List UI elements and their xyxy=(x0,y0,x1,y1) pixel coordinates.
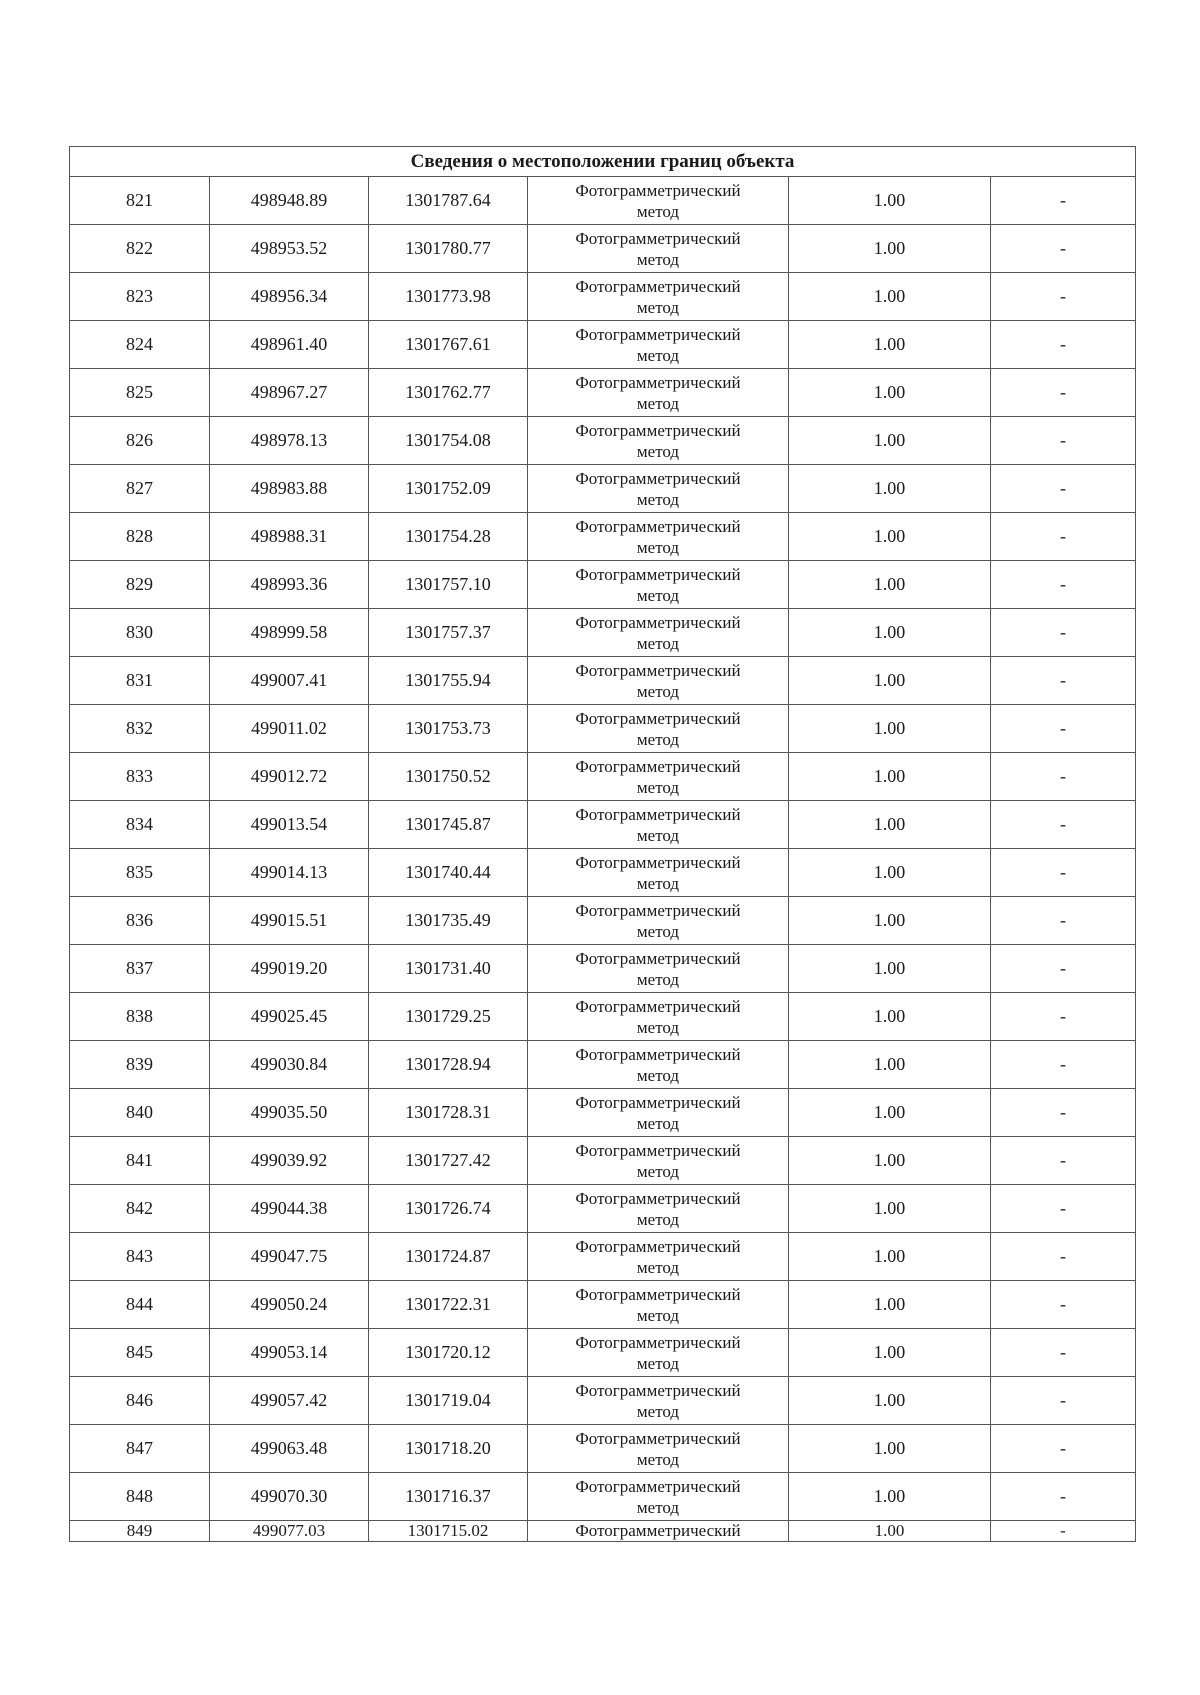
x-coordinate-cell: 498978.13 xyxy=(210,417,369,465)
table-row xyxy=(70,897,1136,945)
method-cell xyxy=(528,561,789,609)
table-title: Сведения о местоположении границ объекта xyxy=(70,147,1136,177)
y-coordinate-cell: 1301715.02 xyxy=(369,1521,528,1542)
note-cell: - xyxy=(991,417,1136,465)
method-cell xyxy=(528,1425,789,1473)
accuracy-cell: 1.00 xyxy=(789,465,991,513)
note-cell: - xyxy=(991,993,1136,1041)
accuracy-cell: 1.00 xyxy=(789,177,991,225)
note-cell: - xyxy=(991,1281,1136,1329)
method-text-line2: метод xyxy=(636,921,680,941)
point-number-cell: 843 xyxy=(70,1233,210,1281)
method-text-line2: метод xyxy=(636,1305,680,1325)
method-text-line1: Фотограмметрический xyxy=(575,996,741,1016)
point-number-cell: 840 xyxy=(70,1089,210,1137)
x-coordinate-cell: 499019.20 xyxy=(210,945,369,993)
table-row xyxy=(70,945,1136,993)
table-body xyxy=(70,177,1136,1542)
note-cell: - xyxy=(991,465,1136,513)
point-number-cell: 829 xyxy=(70,561,210,609)
method-text-line2: метод xyxy=(636,1209,680,1229)
note-cell: - xyxy=(991,801,1136,849)
method-cell xyxy=(528,225,789,273)
method-text-line1: Фотограмметрический xyxy=(575,1476,741,1496)
y-coordinate-cell: 1301750.52 xyxy=(369,753,528,801)
note-cell: - xyxy=(991,657,1136,705)
note-cell: - xyxy=(991,705,1136,753)
note-cell: - xyxy=(991,849,1136,897)
accuracy-cell: 1.00 xyxy=(789,657,991,705)
accuracy-cell: 1.00 xyxy=(789,417,991,465)
method-text-line1: Фотограмметрический xyxy=(575,1284,741,1304)
y-coordinate-cell: 1301740.44 xyxy=(369,849,528,897)
method-cell xyxy=(528,801,789,849)
method-cell xyxy=(528,993,789,1041)
accuracy-cell: 1.00 xyxy=(789,1425,991,1473)
point-number-cell: 826 xyxy=(70,417,210,465)
note-cell: - xyxy=(991,225,1136,273)
x-coordinate-cell: 498983.88 xyxy=(210,465,369,513)
accuracy-cell: 1.00 xyxy=(789,1521,991,1542)
table-row xyxy=(70,1185,1136,1233)
y-coordinate-cell: 1301752.09 xyxy=(369,465,528,513)
accuracy-cell: 1.00 xyxy=(789,273,991,321)
method-text-line1: Фотограмметрический xyxy=(575,1140,741,1160)
accuracy-cell: 1.00 xyxy=(789,1377,991,1425)
table-row xyxy=(70,1329,1136,1377)
accuracy-cell: 1.00 xyxy=(789,993,991,1041)
accuracy-cell: 1.00 xyxy=(789,753,991,801)
table-row xyxy=(70,1089,1136,1137)
table-row xyxy=(70,177,1136,225)
method-text-line1: Фотограмметрический xyxy=(575,1188,741,1208)
method-text-line1: Фотограмметрический xyxy=(575,1380,741,1400)
point-number-cell: 836 xyxy=(70,897,210,945)
accuracy-cell: 1.00 xyxy=(789,1137,991,1185)
table-row xyxy=(70,993,1136,1041)
note-cell: - xyxy=(991,1185,1136,1233)
y-coordinate-cell: 1301716.37 xyxy=(369,1473,528,1521)
point-number-cell: 844 xyxy=(70,1281,210,1329)
method-cell xyxy=(528,1089,789,1137)
note-cell: - xyxy=(991,1377,1136,1425)
note-cell: - xyxy=(991,1233,1136,1281)
point-number-cell: 837 xyxy=(70,945,210,993)
method-text-line2: метод xyxy=(636,537,680,557)
accuracy-cell: 1.00 xyxy=(789,945,991,993)
point-number-cell: 833 xyxy=(70,753,210,801)
method-text-line1: Фотограмметрический xyxy=(575,324,741,344)
method-cell xyxy=(528,945,789,993)
method-cell xyxy=(528,417,789,465)
x-coordinate-cell: 499013.54 xyxy=(210,801,369,849)
method-cell xyxy=(528,273,789,321)
method-text-line1: Фотограмметрический xyxy=(575,420,741,440)
note-cell: - xyxy=(991,897,1136,945)
accuracy-cell: 1.00 xyxy=(789,1089,991,1137)
note-cell: - xyxy=(991,561,1136,609)
method-text-line2: метод xyxy=(636,873,680,893)
method-text-line2: метод xyxy=(636,825,680,845)
y-coordinate-cell: 1301745.87 xyxy=(369,801,528,849)
accuracy-cell: 1.00 xyxy=(789,1185,991,1233)
point-number-cell: 835 xyxy=(70,849,210,897)
table-row xyxy=(70,1281,1136,1329)
y-coordinate-cell: 1301719.04 xyxy=(369,1377,528,1425)
note-cell: - xyxy=(991,369,1136,417)
table-row xyxy=(70,1233,1136,1281)
x-coordinate-cell: 499025.45 xyxy=(210,993,369,1041)
note-cell: - xyxy=(991,1089,1136,1137)
method-cell xyxy=(528,465,789,513)
method-text-line2: метод xyxy=(636,1257,680,1277)
y-coordinate-cell: 1301724.87 xyxy=(369,1233,528,1281)
method-text-line1: Фотограмметрический xyxy=(575,468,741,488)
accuracy-cell: 1.00 xyxy=(789,801,991,849)
method-cell xyxy=(528,849,789,897)
method-cell xyxy=(528,1041,789,1089)
x-coordinate-cell: 499044.38 xyxy=(210,1185,369,1233)
x-coordinate-cell: 498948.89 xyxy=(210,177,369,225)
method-text-line2: метод xyxy=(636,1497,680,1517)
method-text-line1: Фотограмметрический xyxy=(575,1332,741,1352)
x-coordinate-cell: 499053.14 xyxy=(210,1329,369,1377)
point-number-cell: 839 xyxy=(70,1041,210,1089)
accuracy-cell: 1.00 xyxy=(789,561,991,609)
point-number-cell: 847 xyxy=(70,1425,210,1473)
x-coordinate-cell: 499047.75 xyxy=(210,1233,369,1281)
point-number-cell: 831 xyxy=(70,657,210,705)
point-number-cell: 838 xyxy=(70,993,210,1041)
y-coordinate-cell: 1301720.12 xyxy=(369,1329,528,1377)
point-number-cell: 842 xyxy=(70,1185,210,1233)
point-number-cell: 848 xyxy=(70,1473,210,1521)
table-row xyxy=(70,465,1136,513)
method-text-line1: Фотограмметрический xyxy=(575,228,741,248)
method-text-line1: Фотограмметрический xyxy=(575,564,741,584)
y-coordinate-cell: 1301722.31 xyxy=(369,1281,528,1329)
accuracy-cell: 1.00 xyxy=(789,1233,991,1281)
method-text-line2: метод xyxy=(636,297,680,317)
method-text-line2: метод xyxy=(636,441,680,461)
table-row xyxy=(70,849,1136,897)
accuracy-cell: 1.00 xyxy=(789,609,991,657)
method-text-line2: метод xyxy=(636,969,680,989)
point-number-cell: 825 xyxy=(70,369,210,417)
method-cell xyxy=(528,705,789,753)
x-coordinate-cell: 499057.42 xyxy=(210,1377,369,1425)
note-cell: - xyxy=(991,177,1136,225)
accuracy-cell: 1.00 xyxy=(789,225,991,273)
note-cell: - xyxy=(991,1329,1136,1377)
method-text-line1: Фотограмметрический xyxy=(575,516,741,536)
method-cell xyxy=(528,897,789,945)
x-coordinate-cell: 498956.34 xyxy=(210,273,369,321)
accuracy-cell: 1.00 xyxy=(789,321,991,369)
method-text-line2: метод xyxy=(636,1017,680,1037)
y-coordinate-cell: 1301755.94 xyxy=(369,657,528,705)
table-row xyxy=(70,1377,1136,1425)
table-row xyxy=(70,1473,1136,1521)
y-coordinate-cell: 1301728.94 xyxy=(369,1041,528,1089)
method-text-line2: метод xyxy=(636,1449,680,1469)
method-cell xyxy=(528,609,789,657)
table-title-row xyxy=(70,147,1136,177)
x-coordinate-cell: 499035.50 xyxy=(210,1089,369,1137)
note-cell: - xyxy=(991,1425,1136,1473)
point-number-cell: 845 xyxy=(70,1329,210,1377)
y-coordinate-cell: 1301787.64 xyxy=(369,177,528,225)
method-text-line1: Фотограмметрический xyxy=(575,372,741,392)
table-row xyxy=(70,657,1136,705)
x-coordinate-cell: 499015.51 xyxy=(210,897,369,945)
table-row xyxy=(70,273,1136,321)
method-text-line2: метод xyxy=(636,681,680,701)
method-text-line2: метод xyxy=(636,393,680,413)
table-row xyxy=(70,369,1136,417)
x-coordinate-cell: 499007.41 xyxy=(210,657,369,705)
method-text-line2: метод xyxy=(636,345,680,365)
y-coordinate-cell: 1301762.77 xyxy=(369,369,528,417)
accuracy-cell: 1.00 xyxy=(789,1281,991,1329)
x-coordinate-cell: 499077.03 xyxy=(210,1521,369,1542)
note-cell: - xyxy=(991,753,1136,801)
accuracy-cell: 1.00 xyxy=(789,369,991,417)
y-coordinate-cell: 1301754.08 xyxy=(369,417,528,465)
table-row xyxy=(70,1137,1136,1185)
method-text-line1: Фотограмметрический xyxy=(575,852,741,872)
y-coordinate-cell: 1301731.40 xyxy=(369,945,528,993)
method-text-line1: Фотограмметрический xyxy=(575,276,741,296)
method-text-line1: Фотограмметрический xyxy=(575,1092,741,1112)
accuracy-cell: 1.00 xyxy=(789,1473,991,1521)
method-text-line2: метод xyxy=(636,1401,680,1421)
table-row xyxy=(70,321,1136,369)
method-cell xyxy=(528,753,789,801)
x-coordinate-cell: 499050.24 xyxy=(210,1281,369,1329)
point-number-cell: 832 xyxy=(70,705,210,753)
method-text-line1: Фотограмметрический xyxy=(575,660,741,680)
method-text-line2: метод xyxy=(636,1161,680,1181)
method-text-line2: метод xyxy=(636,489,680,509)
note-cell: - xyxy=(991,945,1136,993)
table-row xyxy=(70,561,1136,609)
x-coordinate-cell: 498961.40 xyxy=(210,321,369,369)
y-coordinate-cell: 1301753.73 xyxy=(369,705,528,753)
boundary-coordinates-table xyxy=(69,146,1136,1542)
table-row xyxy=(70,1425,1136,1473)
table-row xyxy=(70,705,1136,753)
y-coordinate-cell: 1301718.20 xyxy=(369,1425,528,1473)
x-coordinate-cell: 498988.31 xyxy=(210,513,369,561)
method-cell xyxy=(528,369,789,417)
method-text-line1: Фотограмметрический xyxy=(575,900,741,920)
point-number-cell: 830 xyxy=(70,609,210,657)
accuracy-cell: 1.00 xyxy=(789,1329,991,1377)
x-coordinate-cell: 499063.48 xyxy=(210,1425,369,1473)
method-cell xyxy=(528,1377,789,1425)
x-coordinate-cell: 499014.13 xyxy=(210,849,369,897)
y-coordinate-cell: 1301757.37 xyxy=(369,609,528,657)
method-cell xyxy=(528,1473,789,1521)
table-row xyxy=(70,753,1136,801)
method-text-line1: Фотограмметрический xyxy=(575,612,741,632)
y-coordinate-cell: 1301780.77 xyxy=(369,225,528,273)
method-text-line2: метод xyxy=(636,729,680,749)
method-text-line2: метод xyxy=(636,1353,680,1373)
method-text-line1: Фотограмметрический xyxy=(575,756,741,776)
note-cell: - xyxy=(991,1041,1136,1089)
table-row xyxy=(70,513,1136,561)
method-cell xyxy=(528,177,789,225)
point-number-cell: 823 xyxy=(70,273,210,321)
method-text-line1: Фотограмметрический xyxy=(575,804,741,824)
method-text-line2: метод xyxy=(636,633,680,653)
x-coordinate-cell: 498993.36 xyxy=(210,561,369,609)
x-coordinate-cell: 498999.58 xyxy=(210,609,369,657)
method-text-line1: Фотограмметрический xyxy=(575,180,741,200)
accuracy-cell: 1.00 xyxy=(789,1041,991,1089)
method-cell xyxy=(528,1281,789,1329)
accuracy-cell: 1.00 xyxy=(789,897,991,945)
y-coordinate-cell: 1301757.10 xyxy=(369,561,528,609)
note-cell: - xyxy=(991,321,1136,369)
method-cell xyxy=(528,1137,789,1185)
x-coordinate-cell: 499011.02 xyxy=(210,705,369,753)
method-cell xyxy=(528,657,789,705)
x-coordinate-cell: 499039.92 xyxy=(210,1137,369,1185)
y-coordinate-cell: 1301735.49 xyxy=(369,897,528,945)
method-cell xyxy=(528,1329,789,1377)
method-text-line2: метод xyxy=(636,249,680,269)
y-coordinate-cell: 1301729.25 xyxy=(369,993,528,1041)
x-coordinate-cell: 498967.27 xyxy=(210,369,369,417)
method-text-line2: метод xyxy=(636,201,680,221)
note-cell: - xyxy=(991,609,1136,657)
point-number-cell: 828 xyxy=(70,513,210,561)
y-coordinate-cell: 1301773.98 xyxy=(369,273,528,321)
point-number-cell: 846 xyxy=(70,1377,210,1425)
document-page xyxy=(69,146,1135,1542)
accuracy-cell: 1.00 xyxy=(789,705,991,753)
point-number-cell: 822 xyxy=(70,225,210,273)
method-text-line2: метод xyxy=(636,585,680,605)
point-number-cell: 827 xyxy=(70,465,210,513)
method-cell xyxy=(528,513,789,561)
point-number-cell: 841 xyxy=(70,1137,210,1185)
method-cell xyxy=(528,1185,789,1233)
y-coordinate-cell: 1301726.74 xyxy=(369,1185,528,1233)
x-coordinate-cell: 499070.30 xyxy=(210,1473,369,1521)
note-cell: - xyxy=(991,1137,1136,1185)
y-coordinate-cell: 1301728.31 xyxy=(369,1089,528,1137)
method-cell: Фотограмметрический xyxy=(528,1521,789,1542)
method-text-line1: Фотограмметрический xyxy=(575,1236,741,1256)
table-row xyxy=(70,609,1136,657)
table-row xyxy=(70,1041,1136,1089)
x-coordinate-cell: 499012.72 xyxy=(210,753,369,801)
method-text-line2: метод xyxy=(636,777,680,797)
note-cell: - xyxy=(991,1521,1136,1542)
method-text-line1: Фотограмметрический xyxy=(575,948,741,968)
table-row xyxy=(70,1521,1136,1542)
y-coordinate-cell: 1301727.42 xyxy=(369,1137,528,1185)
table-row xyxy=(70,417,1136,465)
method-text-line2: метод xyxy=(636,1065,680,1085)
table-row xyxy=(70,225,1136,273)
method-text-line1: Фотограмметрический xyxy=(575,708,741,728)
point-number-cell: 834 xyxy=(70,801,210,849)
method-cell xyxy=(528,321,789,369)
x-coordinate-cell: 498953.52 xyxy=(210,225,369,273)
note-cell: - xyxy=(991,513,1136,561)
method-text-line1: Фотограмметрический xyxy=(575,1044,741,1064)
table-row xyxy=(70,801,1136,849)
x-coordinate-cell: 499030.84 xyxy=(210,1041,369,1089)
method-text-line1: Фотограмметрический xyxy=(575,1428,741,1448)
point-number-cell: 821 xyxy=(70,177,210,225)
note-cell: - xyxy=(991,1473,1136,1521)
y-coordinate-cell: 1301754.28 xyxy=(369,513,528,561)
accuracy-cell: 1.00 xyxy=(789,513,991,561)
accuracy-cell: 1.00 xyxy=(789,849,991,897)
method-text-line2: метод xyxy=(636,1113,680,1133)
note-cell: - xyxy=(991,273,1136,321)
y-coordinate-cell: 1301767.61 xyxy=(369,321,528,369)
point-number-cell: 849 xyxy=(70,1521,210,1542)
point-number-cell: 824 xyxy=(70,321,210,369)
method-cell xyxy=(528,1233,789,1281)
